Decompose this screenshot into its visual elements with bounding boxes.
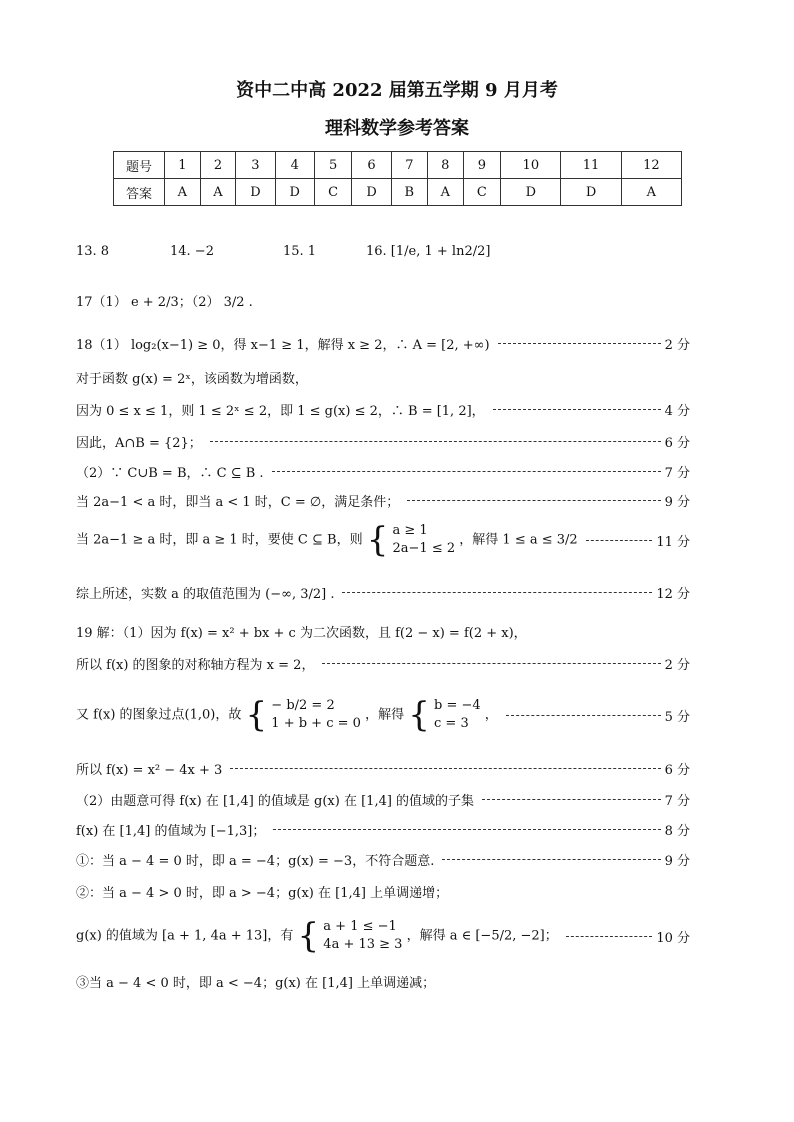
q19-text (76, 697, 498, 733)
leader-dashes (407, 500, 660, 501)
question-number: 2 (200, 152, 236, 179)
left-brace: { (408, 695, 430, 735)
inequality-system (393, 522, 456, 558)
q19-l9-tail: ，解得 a ∈ [−5/2, −2]； (406, 928, 558, 944)
q19-line-4 (76, 755, 690, 781)
q19-text: 所以 f(x) 的图象的对称轴方程为 x = 2， (76, 657, 315, 673)
answer-cell: B (391, 179, 427, 206)
q18-line-6 (76, 487, 690, 513)
score-label: 2 分 (664, 337, 690, 353)
leader-dashes (442, 859, 660, 860)
solution-system (434, 697, 481, 733)
question-number-row (114, 152, 682, 179)
question-number: 6 (352, 152, 391, 179)
leader-dashes (586, 540, 653, 541)
answer-row (114, 179, 682, 206)
question-number: 4 (275, 152, 314, 179)
q18-line-8 (76, 576, 690, 608)
system-row: 2a−1 ≤ 2 (392, 541, 456, 556)
answer-cell: D (561, 179, 621, 206)
answer-cell: D (275, 179, 314, 206)
question-number: 12 (621, 152, 681, 179)
q19-line-2 (76, 650, 690, 676)
answer-17: 17（1） e + 2/3；（2） 3/2 . (76, 295, 253, 310)
left-brace: { (297, 916, 320, 956)
q19-l3-mid: ，解得 (365, 707, 405, 723)
q19-line-3 (76, 690, 690, 740)
q19-l3-lead: 又 f(x) 的图象过点(1,0)，故 (76, 707, 242, 723)
inequality-system (323, 918, 402, 954)
q19-text (76, 918, 558, 954)
score-label: 6 分 (664, 762, 690, 778)
answer-15: 15. 1 (283, 244, 317, 259)
leader-dashes (342, 592, 652, 593)
leader-dashes (493, 409, 661, 410)
q19-line-7 (76, 846, 690, 872)
answer-cell: D (352, 179, 391, 206)
answer-cell: A (621, 179, 681, 206)
q19-line-5 (76, 786, 690, 812)
leader-dashes (230, 768, 660, 769)
question-number: 11 (561, 152, 621, 179)
leader-dashes (322, 663, 660, 664)
system-row: a + 1 ≤ −1 (323, 919, 397, 934)
leader-dashes (506, 715, 661, 716)
leader-dashes (273, 829, 660, 830)
system-row: 1 + b + c = 0 (271, 716, 361, 731)
q19-line-9 (76, 914, 690, 958)
score-label: 8 分 (664, 823, 690, 839)
question-number: 8 (427, 152, 463, 179)
row-label: 答案 (114, 179, 165, 206)
q18-l7-lead: 当 2a−1 ≥ a 时，即 a ≥ 1 时，要使 C ⊆ B，则 (76, 532, 363, 548)
answer-table (113, 151, 682, 206)
q18-text: 综上所述，实数 a 的取值范围为 (−∞, 3/2] . (76, 586, 335, 602)
answer-cell: C (314, 179, 352, 206)
score-label: 9 分 (664, 853, 690, 869)
leader-dashes (272, 471, 661, 472)
question-number: 10 (501, 152, 561, 179)
answer-13: 13. 8 (76, 244, 110, 259)
q19-text: f(x) 在 [1,4] 的值域为 [−1,3]； (76, 823, 266, 839)
q19-line-1: 19 解：（1）因为 f(x) = x² + bx + c 为二次函数，且 f(2 − x) = f(2 + x)， (76, 626, 527, 641)
leader-dashes (498, 343, 661, 344)
answer-cell: A (427, 179, 463, 206)
leader-dashes (566, 936, 653, 937)
left-brace: { (245, 695, 268, 735)
score-label: 5 分 (664, 709, 690, 725)
q19-line-8: ②：当 a − 4 > 0 时，即 a > −4；g(x) 在 [1,4] 上单调递增； (76, 886, 449, 901)
score-label: 4 分 (664, 403, 690, 419)
score-label: 2 分 (664, 657, 690, 673)
answer-cell: A (165, 179, 201, 206)
question-number: 5 (314, 152, 352, 179)
system-row: b = −4 (434, 698, 481, 713)
q19-l9-lead: g(x) 的值域为 [a + 1, 4a + 13]，有 (76, 928, 294, 944)
q19-line-6 (76, 816, 690, 842)
answer-16: 16. [1/e, 1 + ln2/2] (366, 244, 491, 259)
leader-dashes (482, 799, 661, 800)
score-label: 12 分 (656, 586, 690, 602)
score-label: 7 分 (664, 465, 690, 481)
q19-l3-tail: ， (484, 707, 498, 723)
score-label: 11 分 (656, 534, 690, 550)
q19-text: ①：当 a − 4 = 0 时，即 a = −4；g(x) = −3，不符合题意. (76, 853, 435, 869)
question-number: 9 (463, 152, 501, 179)
row-label: 题号 (114, 152, 165, 179)
score-label: 9 分 (664, 494, 690, 510)
system-row: 4a + 13 ≥ 3 (323, 937, 403, 952)
q18-line-7 (76, 520, 690, 560)
q18-text: 当 2a−1 < a 时，即当 a < 1 时，C = ∅，满足条件； (76, 494, 400, 510)
q18-line-3 (76, 396, 690, 422)
q18-text: 因为 0 ≤ x ≤ 1，则 1 ≤ 2ˣ ≤ 2，即 1 ≤ g(x) ≤ 2，∴ B = [1, 2]， (76, 403, 485, 419)
question-number: 7 (391, 152, 427, 179)
q19-text: 所以 f(x) = x² − 4x + 3 (76, 762, 223, 778)
system-row: a ≥ 1 (392, 523, 428, 538)
q18-line-2: 对于函数 g(x) = 2ˣ，该函数为增函数， (76, 372, 308, 387)
q18-text (76, 522, 578, 558)
equation-system (271, 697, 361, 733)
score-label: 7 分 (664, 793, 690, 809)
answer-cell: A (200, 179, 236, 206)
page-title: 资中二中高 2022 届第五学期 9 月月考 (236, 80, 558, 101)
q18-line-1 (76, 330, 690, 356)
q18-line-4 (76, 428, 690, 454)
q18-text: （2）∵ C∪B = B，∴ C ⊆ B . (76, 465, 264, 481)
q19-text: （2）由题意可得 f(x) 在 [1,4] 的值域是 g(x) 在 [1,4] 的值域的子集 (76, 793, 475, 809)
q18-text: 18（1） log₂(x−1) ≥ 0，得 x−1 ≥ 1，解得 x ≥ 2，∴ A = [2, +∞) (76, 337, 490, 353)
system-row: − b/2 = 2 (271, 698, 335, 713)
page-subtitle: 理科数学参考答案 (325, 118, 469, 139)
system-row: c = 3 (434, 716, 469, 731)
question-number: 3 (236, 152, 275, 179)
answer-cell: D (236, 179, 275, 206)
q18-text: 因此，A∩B = {2}； (76, 435, 202, 451)
q18-l7-tail: ，解得 1 ≤ a ≤ 3/2 (459, 532, 578, 548)
left-brace: { (366, 520, 389, 560)
answer-cell: D (501, 179, 561, 206)
leader-dashes (210, 441, 661, 442)
q18-line-5 (76, 458, 690, 484)
answer-14: 14. −2 (170, 244, 214, 259)
score-label: 6 分 (664, 435, 690, 451)
score-label: 10 分 (656, 930, 690, 946)
answer-cell: C (463, 179, 501, 206)
question-number: 1 (165, 152, 201, 179)
q19-line-10: ③当 a − 4 < 0 时，即 a < −4；g(x) 在 [1,4] 上单调递减； (76, 976, 436, 991)
